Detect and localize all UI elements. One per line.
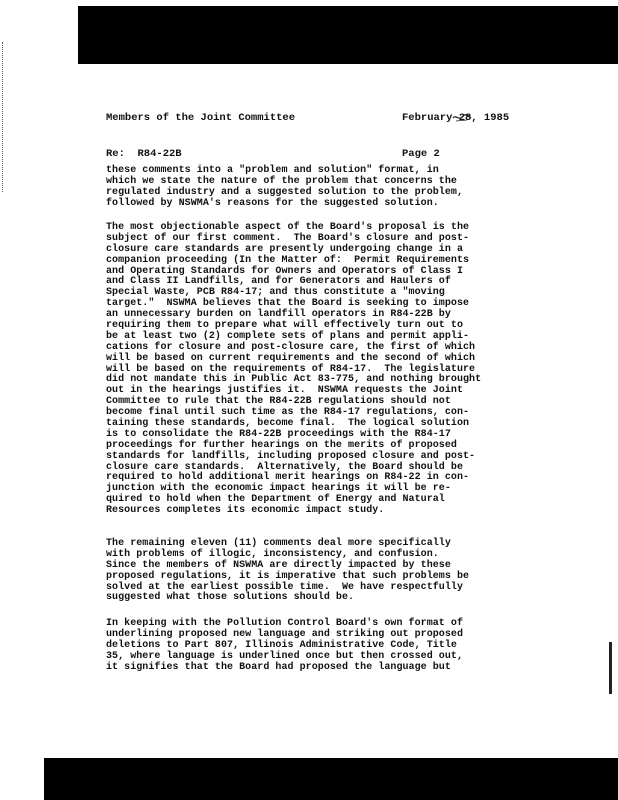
text-line: companion proceeding (In the Matter of: Permit Requirements <box>106 254 470 266</box>
text-line: proposed regulations, it is imperative that such problems be <box>106 570 470 582</box>
text-line: cations for closure and post-closure care, the first of which <box>106 341 476 353</box>
text-line: 35, where language is underlined once but then crossed out, <box>106 650 464 662</box>
paragraph-intro <box>106 166 522 210</box>
text-line: required to hold additional merit hearings on R84-22 in con- <box>106 472 470 484</box>
text-line: closure care standards are presently undergoing change in a <box>106 243 464 255</box>
text-line: proceedings for further hearings on the merits of proposed <box>106 439 457 451</box>
paragraph-first-comment <box>106 223 522 517</box>
text-line: become final until such time as the R84-17 regulations, con- <box>106 407 470 419</box>
text-line: followed by NSWMA's reasons for the suggested solution. <box>106 197 439 209</box>
recipient-line: Members of the Joint Committee <box>106 112 296 124</box>
handwritten-mark-icon <box>452 112 472 122</box>
scan-margin-mark <box>609 642 612 694</box>
letter-date-block <box>402 88 509 172</box>
text-line: regulated industry and a suggested solution to the problem, <box>106 186 464 198</box>
text-line: subject of our first comment. The Board's closure and post- <box>106 232 470 244</box>
letter-recipient-block <box>106 88 295 172</box>
text-line: which we state the nature of the problem that concerns the <box>106 175 457 187</box>
text-line: requiring them to prepare what will effectively turn out to <box>106 320 464 332</box>
text-line: underlining proposed new language and striking out proposed <box>106 628 464 640</box>
text-line: Resources completes its economic impact study. <box>106 505 385 517</box>
text-line: target." NSWMA believes that the Board is seeking to impose <box>106 298 470 310</box>
text-line: standards for landfills, including proposed closure and post- <box>106 450 476 462</box>
text-line: The most objectionable aspect of the Board's proposal is the <box>106 222 470 233</box>
text-line: it signifies that the Board had proposed the language but <box>106 661 451 673</box>
text-line: is to consolidate the R84-22B proceedings with the R84-17 <box>106 428 451 440</box>
text-line: The remaining eleven (11) comments deal more specifically <box>106 538 451 549</box>
text-line: these comments into a "problem and solution" format, in <box>106 165 439 176</box>
text-line: with problems of illogic, inconsistency, and confusion. <box>106 548 439 560</box>
text-line: In keeping with the Pollution Control Board's own format of <box>106 618 464 629</box>
text-line: Since the members of NSWMA are directly impacted by these <box>106 559 451 571</box>
text-line: taining these standards, become final. The logical solution <box>106 418 470 430</box>
date-line: February 28, 1985 <box>402 112 510 124</box>
reference-line: Re: R84-22B <box>106 148 182 160</box>
text-line: closure care standards. Alternatively, the Board should be <box>106 461 464 473</box>
text-line: will be based on current requirements and the second of which <box>106 352 476 364</box>
text-line: out in the hearings justifies it. NSWMA requests the Joint <box>106 385 464 397</box>
redaction-bar-bottom <box>44 758 618 800</box>
text-line: deletions to Part 807, Illinois Administrative Code, Title <box>106 639 457 651</box>
text-line: will be based on the requirements of R84-17. The legislature <box>106 363 476 375</box>
page-number: Page 2 <box>402 148 440 160</box>
paragraph-format-note <box>106 619 522 673</box>
text-line: suggested what those solutions should be. <box>106 592 355 604</box>
text-line: Committee to rule that the R84-22B regulations should not <box>106 396 451 408</box>
text-line: be at least two (2) complete sets of plans and permit appli- <box>106 330 470 342</box>
text-line: solved at the earliest possible time. We have respectfully <box>106 581 464 593</box>
text-line: junction with the economic impact hearings it will be re- <box>106 483 451 495</box>
text-line: quired to hold when the Department of Energy and Natural <box>106 494 445 506</box>
redaction-bar-top <box>78 6 618 64</box>
paragraph-remaining-comments <box>106 539 522 604</box>
text-line: and Class II Landfills, and for Generators and Haulers of <box>106 276 451 288</box>
text-line: an unnecessary burden on landfill operators in R84-22B by <box>106 309 451 321</box>
text-line: and Operating Standards for Owners and Operators of Class I <box>106 265 464 277</box>
text-line: did not mandate this in Public Act 83-775, and nothing brought <box>106 374 482 386</box>
text-line: Special Waste, PCB R84-17; and thus constitute a "moving <box>106 287 445 299</box>
scan-edge-mark <box>2 42 5 192</box>
